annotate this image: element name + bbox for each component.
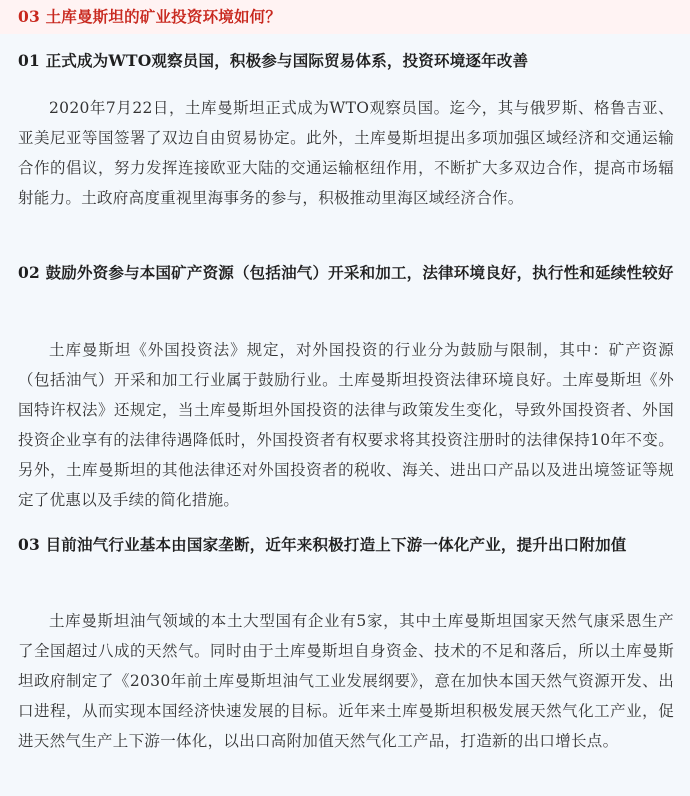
- title-band: [0, 0, 690, 34]
- section-heading-02: 02 鼓励外资参与本国矿产资源（包括油气）开采和加工，法律环境良好，执行性和延续性较好: [18, 263, 674, 282]
- section-paragraph-01: 2020年7月22日，土库曼斯坦正式成为WTO观察员国。迄今，其与俄罗斯、格鲁吉亚、亚美尼亚等国签署了双边自由贸易协定。此外，土库曼斯坦提出多项加强区域经济和交通运输合作的倡议，努力发挥连接欧亚大陆的交通运输枢纽作用，不断扩大多双边合作，提高市场辐射能力。土政府高度重视里海事务的参与，积极推动里海区域经济合作。: [18, 99, 674, 207]
- section-paragraph-02: 土库曼斯坦《外国投资法》规定，对外国投资的行业分为鼓励与限制，其中：矿产资源（包括油气）开采和加工行业属于鼓励行业。土库曼斯坦投资法律环境良好。土库曼斯坦《外国特许权法》还规定，当土库曼斯坦外国投资的法律与政策发生变化，导致外国投资者、外国投资企业享有的法律待遇降低时，外国投资者有权要求将其投资注册时的法律保持10年不变。另外，土库曼斯坦的其他法律还对外国投资者的税收、海关、进出口产品以及进出境签证等规定了优惠以及手续的简化措施。: [18, 341, 674, 509]
- section-paragraph-03: 土库曼斯坦油气领域的本土大型国有企业有5家，其中土库曼斯坦国家天然气康采恩生产了全国超过八成的天然气。同时由于土库曼斯坦自身资金、技术的不足和落后，所以土库曼斯坦政府制定了《2030年前土库曼斯坦油气工业发展纲要》，意在加快本国天然气资源开发、出口进程，从而实现本国经济快速发展的目标。近年来土库曼斯坦积极发展天然气化工产业，促进天然气生产上下游一体化，以出口高附加值天然气化工产品，打造新的出口增长点。: [18, 612, 674, 750]
- article-title: 03 土库曼斯坦的矿业投资环境如何？: [18, 7, 282, 26]
- section-heading-01: 01 正式成为WTO观察员国，积极参与国际贸易体系，投资环境逐年改善: [18, 51, 529, 70]
- section-heading-03: 03 目前油气行业基本由国家垄断，近年来积极打造上下游一体化产业，提升出口附加值: [18, 535, 627, 554]
